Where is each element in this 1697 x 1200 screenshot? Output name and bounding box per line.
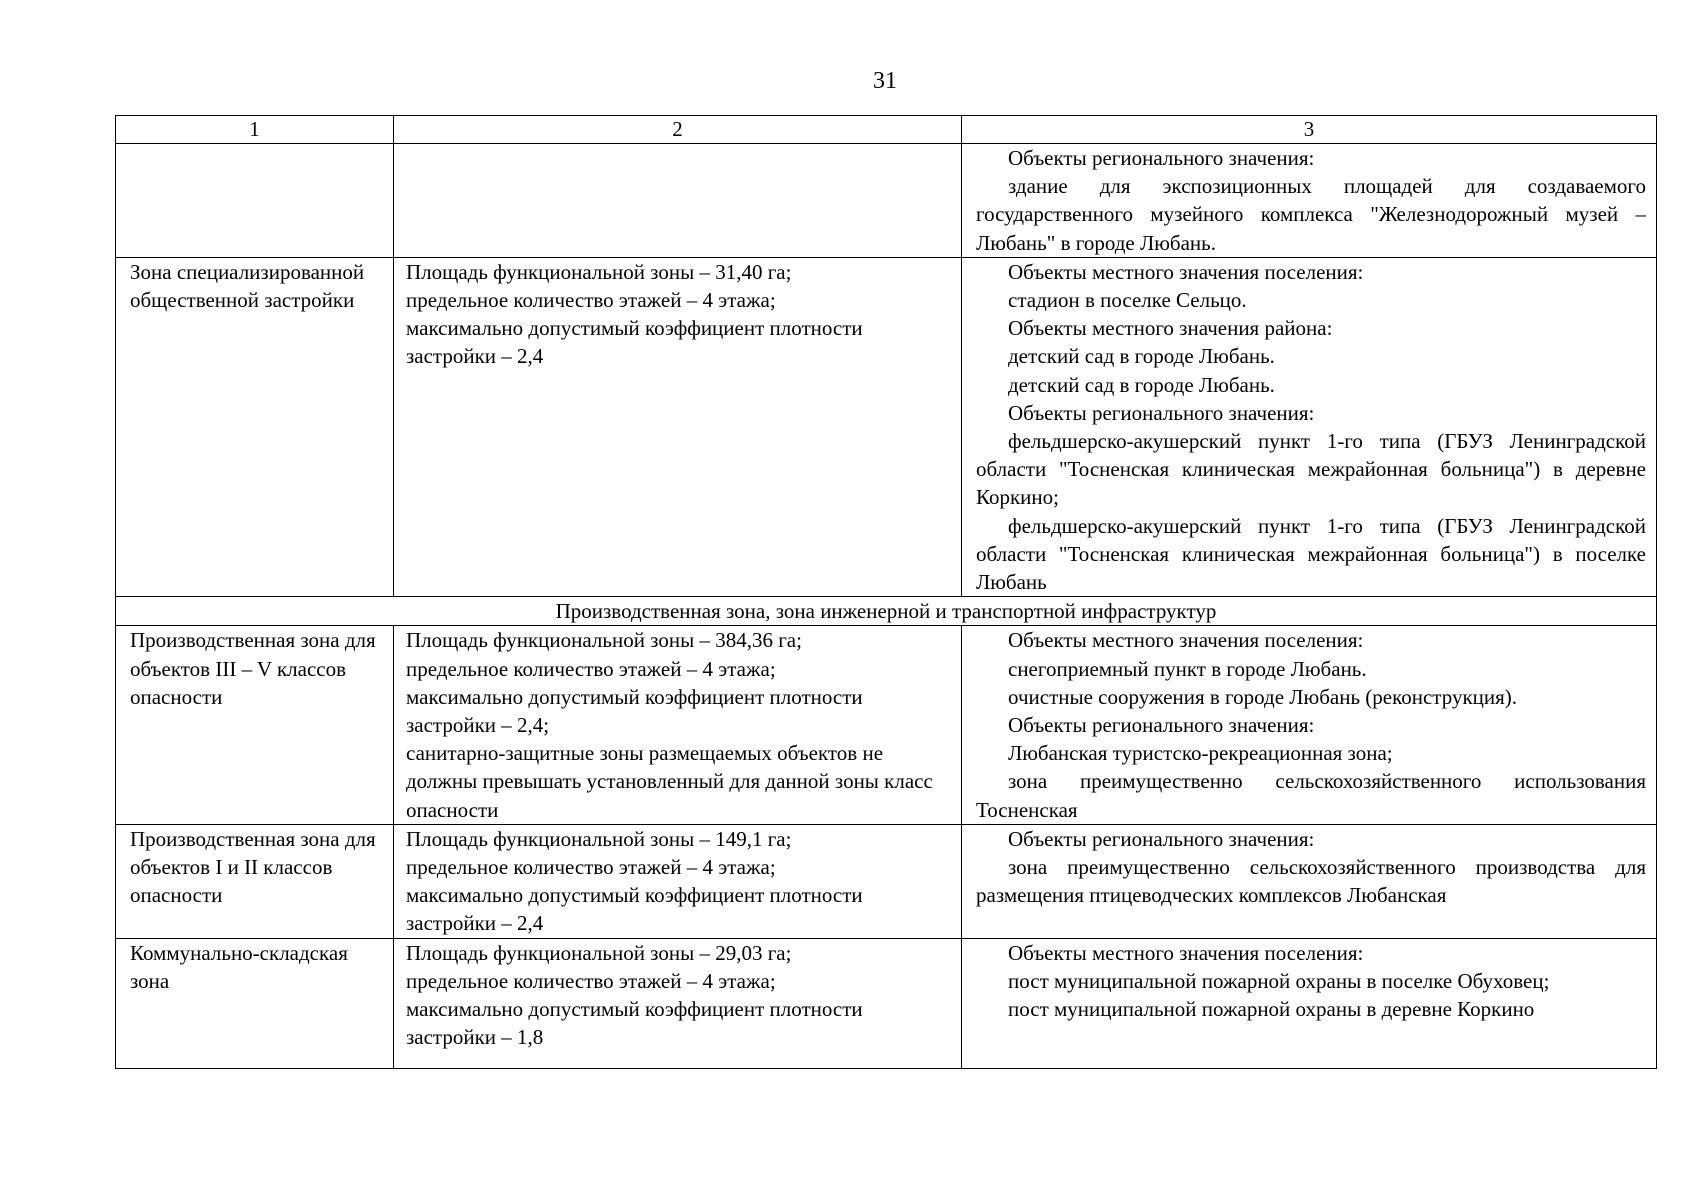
table-row xyxy=(116,626,1657,824)
zone-name-cell: Производственная зона для объектов I и II классов опасности xyxy=(116,824,394,938)
object-line: детский сад в городе Любань. xyxy=(1008,344,1275,369)
zone-parameters-cell xyxy=(394,257,962,596)
table-row xyxy=(116,824,1657,938)
zone-parameters-cell xyxy=(394,144,962,258)
planned-objects-cell xyxy=(962,257,1657,596)
parameter-line: предельное количество этажей – 4 этажа; xyxy=(406,288,776,313)
zones-table-body xyxy=(116,116,1657,1069)
table-header-row xyxy=(116,116,1657,144)
parameter-line: максимально допустимый коэффициент плотности застройки – 2,4 xyxy=(406,316,863,369)
parameter-line: максимально допустимый коэффициент плотности застройки – 2,4; xyxy=(406,684,863,738)
parameter-line: Площадь функциональной зоны – 149,1 га; xyxy=(406,826,792,851)
header-cell-2: 2 xyxy=(394,116,962,144)
parameter-line: Площадь функциональной зоны – 29,03 га; xyxy=(406,940,792,965)
parameter-line: максимально допустимый коэффициент плотности застройки – 2,4 xyxy=(406,883,863,936)
object-line: пост муниципальной пожарной охраны в поселке Обуховец; xyxy=(1008,968,1550,993)
parameter-line: Площадь функциональной зоны – 384,36 га; xyxy=(406,628,802,653)
object-line: фельдшерско-акушерский пункт 1-го типа (ГБУЗ Ленинградской области "Тосненская клиническая межрайонная больница") в деревне Коркино; xyxy=(976,429,1646,510)
planned-objects-cell xyxy=(962,144,1657,258)
object-line: Любанская туристско-рекреационная зона; xyxy=(1008,741,1393,766)
zone-name-cell: Производственная зона для объектов III – V классов опасности xyxy=(116,626,394,824)
object-line: Объекты регионального значения: xyxy=(1008,146,1315,170)
object-line: зона преимущественно сельскохозяйственного производства для размещения птицеводческих комплексов Любанская xyxy=(976,855,1646,908)
object-line: пост муниципальной пожарной охраны в деревне Коркино xyxy=(1008,997,1535,1022)
object-line: здание для экспозиционных площадей для создаваемого государственного музейного комплекса "Железнодорожный музей – Любань" в городе Любань. xyxy=(976,174,1646,255)
section-row xyxy=(116,597,1657,626)
object-line: Объекты местного значения района: xyxy=(1008,316,1333,341)
zones-table xyxy=(115,115,1657,1069)
parameter-line: максимально допустимый коэффициент плотности застройки – 1,8 xyxy=(406,997,863,1050)
object-line: стадион в поселке Сельцо. xyxy=(1008,288,1247,313)
object-line: очистные сооружения в городе Любань (реконструкция). xyxy=(1008,684,1518,709)
planned-objects-cell xyxy=(962,626,1657,824)
table-row xyxy=(116,144,1657,258)
object-line: Объекты местного значения поселения: xyxy=(1008,259,1364,284)
zone-parameters-cell xyxy=(394,938,962,1068)
parameter-line: Площадь функциональной зоны – 31,40 га; xyxy=(406,259,792,284)
parameter-line: предельное количество этажей – 4 этажа; xyxy=(406,968,776,993)
zone-parameters-cell xyxy=(394,626,962,824)
header-cell-1: 1 xyxy=(116,116,394,144)
object-line: зона преимущественно сельскохозяйственного использования Тосненская xyxy=(976,769,1646,822)
parameter-line: предельное количество этажей – 4 этажа; xyxy=(406,855,776,880)
object-line: Объекты местного значения поселения: xyxy=(1008,628,1364,653)
planned-objects-cell xyxy=(962,938,1657,1068)
object-line: Объекты регионального значения: xyxy=(1008,713,1315,738)
zone-name-cell xyxy=(116,144,394,258)
object-line: фельдшерско-акушерский пункт 1-го типа (ГБУЗ Ленинградской области "Тосненская клиническая межрайонная больница") в поселке Любань xyxy=(976,513,1646,595)
object-line: Объекты местного значения поселения: xyxy=(1008,940,1364,965)
page-number: 31 xyxy=(873,68,897,94)
table-row xyxy=(116,938,1657,1068)
table-row xyxy=(116,257,1657,596)
object-line: детский сад в городе Любань. xyxy=(1008,372,1275,397)
planned-objects-cell xyxy=(962,824,1657,938)
object-line: снегоприемный пункт в городе Любань. xyxy=(1008,656,1367,681)
zone-parameters-cell xyxy=(394,824,962,938)
parameter-line: предельное количество этажей – 4 этажа; xyxy=(406,656,776,681)
zone-name-cell: Коммунально-складская зона xyxy=(116,938,394,1068)
zone-name-cell: Зона специализированной общественной застройки xyxy=(116,257,394,596)
object-line: Объекты регионального значения: xyxy=(1008,400,1315,425)
header-cell-3: 3 xyxy=(962,116,1657,144)
section-title: Производственная зона, зона инженерной и транспортной инфраструктур xyxy=(116,597,1657,626)
object-line: Объекты регионального значения: xyxy=(1008,826,1315,851)
parameter-line: санитарно-защитные зоны размещаемых объектов не должны превышать установленный для данной зоны класс опасности xyxy=(406,741,933,822)
